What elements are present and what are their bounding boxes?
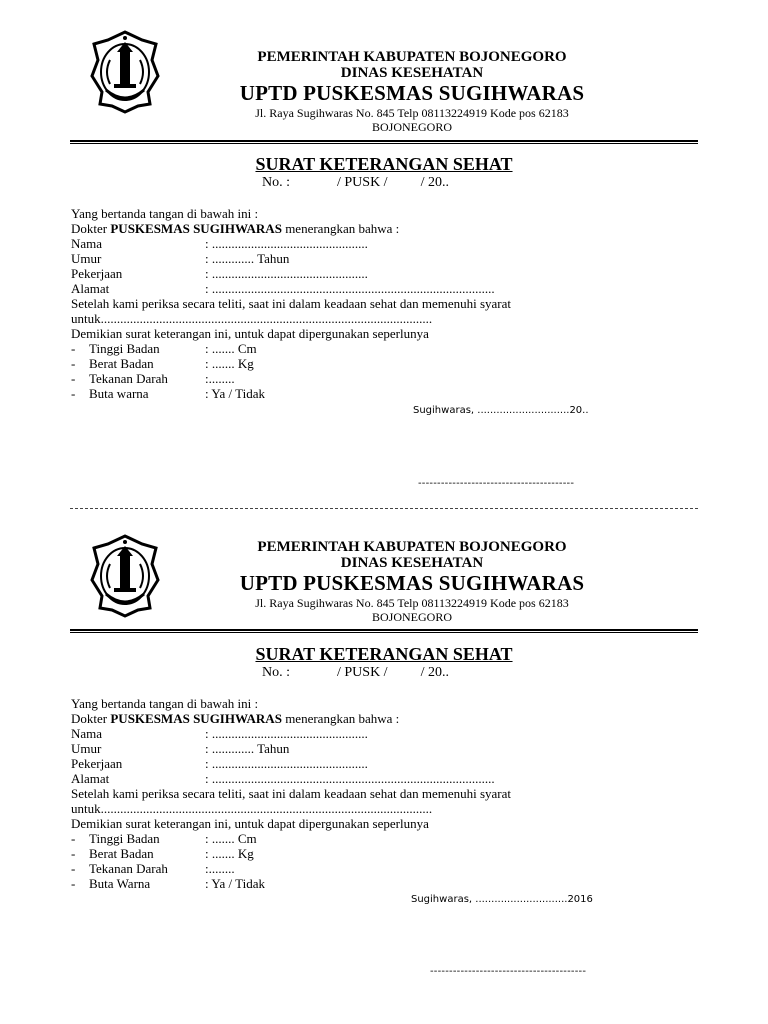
occupation-field[interactable]: : ................................................ [205, 756, 368, 771]
measurement-row: - Buta Warna : Ya / Tidak [71, 876, 265, 891]
signature-line: ----------------------------------------- [430, 966, 587, 977]
signature-place-date[interactable]: Sugihwaras, .............................2016 [411, 894, 593, 905]
closing-text: Demikian surat keterangan ini, untuk dapat dipergunakan seperlunya [71, 816, 429, 831]
letterhead [200, 50, 624, 133]
health-center-name: UPTD PUSKESMAS SUGIHWARAS [239, 571, 585, 595]
number-year: / 20.. [420, 665, 449, 680]
height-field[interactable]: : ....... Cm [205, 341, 257, 356]
document-number [262, 175, 449, 191]
document-number [262, 665, 449, 681]
field-row: Nama : ................................................ [71, 236, 368, 251]
doctor-name: PUSKESMAS SUGIHWARAS [110, 711, 282, 726]
bojonegoro-regency-logo [86, 534, 164, 618]
regency-emblem-icon [86, 534, 164, 618]
signature-line: ----------------------------------------- [418, 478, 575, 489]
weight-field[interactable]: : ....... Kg [205, 846, 254, 861]
measurement-row: - Buta warna : Ya / Tidak [71, 386, 265, 401]
document-title: SURAT KETERANGAN SEHAT [255, 154, 513, 174]
address-line: Jl. Raya Sugihwaras No. 845 Telp 08113224919 Kode pos 62183 [255, 596, 569, 610]
measurement-row: - Tekanan Darah :........ [71, 371, 235, 386]
letterhead-rule [70, 140, 698, 144]
number-label: No. : [262, 665, 290, 680]
certificate-body [71, 696, 711, 891]
bojonegoro-regency-logo [86, 30, 164, 114]
field-row: Alamat : ....................................................................................... [71, 281, 495, 296]
address-field[interactable]: : ....................................................................................... [205, 281, 495, 296]
name-field[interactable]: : ................................................ [205, 726, 368, 741]
measurement-row: - Tinggi Badan : ....... Cm [71, 831, 257, 846]
government-name: PEMERINTAH KABUPATEN BOJONEGORO [257, 539, 567, 555]
doctor-name: PUSKESMAS SUGIHWARAS [110, 221, 282, 236]
age-field[interactable]: : ............. Tahun [205, 741, 290, 756]
age-field[interactable]: : ............. Tahun [205, 251, 290, 266]
field-row: Umur : ............. Tahun [71, 741, 290, 756]
measurement-row: - Tinggi Badan : ....... Cm [71, 341, 257, 356]
measurement-row: - Tekanan Darah :........ [71, 861, 235, 876]
city-line: BOJONEGORO [371, 610, 452, 624]
government-name: PEMERINTAH KABUPATEN BOJONEGORO [257, 49, 567, 65]
occupation-field[interactable]: : ................................................ [205, 266, 368, 281]
color-blindness-field[interactable]: : Ya / Tidak [205, 876, 265, 891]
letterhead-rule [70, 629, 698, 633]
number-label: No. : [262, 175, 290, 190]
department-name: DINAS KESEHATAN [340, 65, 484, 81]
department-name: DINAS KESEHATAN [340, 555, 484, 571]
statement-line-2[interactable]: untuk...................................................................................................... [71, 801, 433, 816]
document-title: SURAT KETERANGAN SEHAT [255, 644, 513, 664]
name-field[interactable]: : ................................................ [205, 236, 368, 251]
field-row: Nama : ................................................ [71, 726, 368, 741]
statement-line-2[interactable]: untuk...................................................................................................... [71, 311, 433, 326]
measurement-row: - Berat Badan : ....... Kg [71, 846, 254, 861]
field-row: Alamat : ....................................................................................... [71, 771, 495, 786]
intro-text: Yang bertanda tangan di bawah ini : [71, 696, 259, 711]
certificate-body [71, 206, 711, 401]
weight-field[interactable]: : ....... Kg [205, 356, 254, 371]
regency-emblem-icon [86, 30, 164, 114]
height-field[interactable]: : ....... Cm [205, 831, 257, 846]
address-line: Jl. Raya Sugihwaras No. 845 Telp 08113224919 Kode pos 62183 [255, 106, 569, 120]
intro-text: Yang bertanda tangan di bawah ini : [71, 206, 259, 221]
number-pusk: / PUSK / [337, 175, 388, 190]
cut-line [70, 508, 698, 509]
blood-pressure-field[interactable]: :........ [205, 371, 235, 386]
statement-line-1: Setelah kami periksa secara teliti, saat ini dalam keadaan sehat dan memenuhi syarat [71, 296, 512, 311]
city-line: BOJONEGORO [371, 120, 452, 134]
doctor-line: Dokter PUSKESMAS SUGIHWARAS menerangkan bahwa : [71, 221, 400, 236]
color-blindness-field[interactable]: : Ya / Tidak [205, 386, 265, 401]
address-field[interactable]: : ....................................................................................... [205, 771, 495, 786]
field-row: Pekerjaan : ................................................ [71, 266, 368, 281]
field-row: Pekerjaan : ................................................ [71, 756, 368, 771]
health-center-name: UPTD PUSKESMAS SUGIHWARAS [239, 81, 585, 105]
closing-text: Demikian surat keterangan ini, untuk dapat dipergunakan seperlunya [71, 326, 429, 341]
blood-pressure-field[interactable]: :........ [205, 861, 235, 876]
measurement-row: - Berat Badan : ....... Kg [71, 356, 254, 371]
field-row: Umur : ............. Tahun [71, 251, 290, 266]
number-year: / 20.. [420, 175, 449, 190]
letterhead [200, 540, 624, 623]
doctor-line: Dokter PUSKESMAS SUGIHWARAS menerangkan bahwa : [71, 711, 400, 726]
statement-line-1: Setelah kami periksa secara teliti, saat ini dalam keadaan sehat dan memenuhi syarat [71, 786, 512, 801]
number-pusk: / PUSK / [337, 665, 388, 680]
signature-place-date[interactable]: Sugihwaras, .............................20.. [413, 405, 589, 416]
